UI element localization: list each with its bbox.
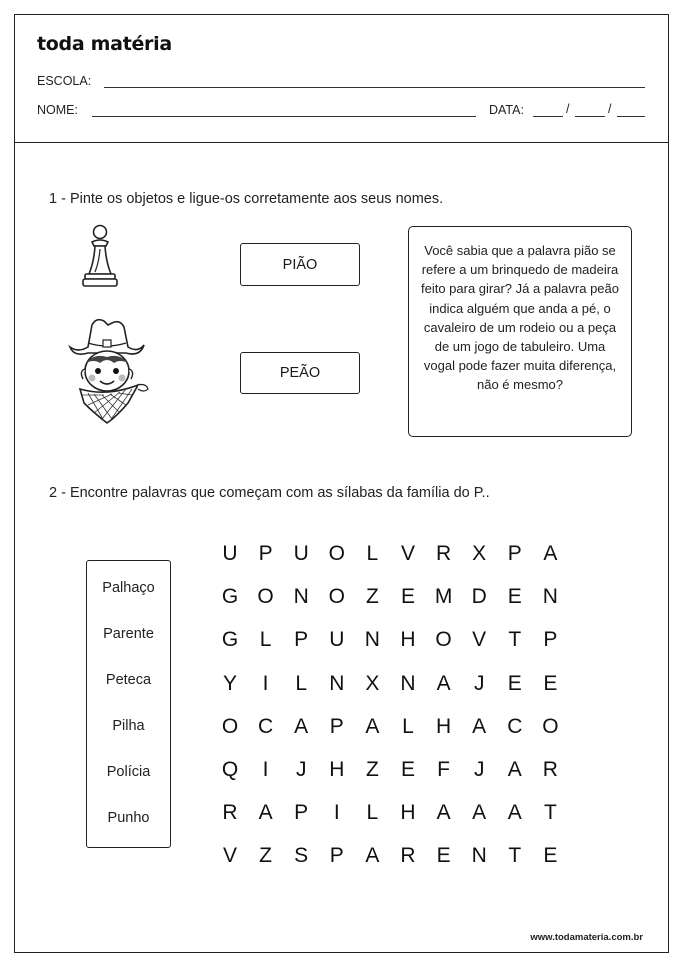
grid-letter[interactable]: R	[222, 801, 238, 825]
grid-letter[interactable]: N	[329, 671, 345, 695]
grid-letter[interactable]: A	[294, 714, 309, 738]
grid-letter[interactable]: O	[435, 628, 452, 652]
grid-letter[interactable]: P	[294, 628, 309, 652]
grid-letter[interactable]: G	[221, 628, 239, 652]
grid-letter[interactable]: C	[507, 714, 523, 738]
grid-letter[interactable]: J	[473, 758, 485, 781]
name-line[interactable]	[92, 116, 476, 117]
grid-letter[interactable]: O	[257, 585, 274, 609]
footer-url: www.todamateria.com.br	[530, 932, 643, 943]
grid-letter[interactable]: O	[221, 714, 239, 738]
grid-letter[interactable]: L	[366, 542, 379, 565]
grid-letter[interactable]: P	[543, 628, 558, 652]
grid-letter[interactable]: H	[329, 758, 345, 781]
grid-letter[interactable]: Q	[221, 758, 239, 781]
date-separator: /	[608, 102, 612, 116]
grid-letter[interactable]: N	[400, 671, 416, 695]
grid-letter[interactable]: E	[507, 585, 522, 609]
grid-letter[interactable]: A	[507, 758, 522, 781]
date-day-line[interactable]	[533, 116, 563, 117]
grid-letter[interactable]: P	[329, 844, 344, 868]
grid-letter[interactable]: N	[542, 585, 558, 609]
header-divider	[14, 142, 669, 143]
grid-letter[interactable]: E	[400, 758, 415, 781]
question-2-prompt: 2 - Encontre palavras que começam com as sílabas da família do P..	[49, 485, 490, 501]
grid-letter[interactable]: Z	[365, 758, 379, 781]
list-item: Polícia	[106, 764, 151, 780]
grid-letter[interactable]: X	[472, 542, 487, 565]
date-label: DATA:	[489, 103, 524, 117]
name-label: NOME:	[37, 103, 78, 117]
grid-letter[interactable]: A	[365, 714, 380, 738]
school-label: ESCOLA:	[37, 74, 92, 88]
grid-letter[interactable]: A	[507, 801, 522, 825]
grid-letter[interactable]: A	[436, 671, 451, 695]
question-1-prompt: 1 - Pinte os objetos e ligue-os corretamente aos seus nomes.	[49, 191, 444, 207]
grid-letter[interactable]: U	[329, 628, 345, 652]
grid-letter[interactable]: A	[258, 801, 273, 825]
school-line[interactable]	[104, 87, 645, 88]
grid-letter[interactable]: H	[436, 714, 452, 738]
grid-letter[interactable]: Y	[222, 671, 237, 695]
grid-letter[interactable]: S	[294, 844, 309, 868]
info-box: Você sabia que a palavra pião se refere a um brinquedo de madeira feito para girar? Já a palavra peão indica alguém que anda a pé, o cavaleiro de um rodeio ou a peça de um jogo de tabuleiro. Uma vogal pode fazer muita diferença, não é mesmo?	[408, 226, 632, 437]
grid-letter[interactable]: E	[400, 585, 415, 609]
grid-letter[interactable]: H	[400, 628, 416, 652]
word-list	[86, 560, 171, 848]
date-separator: /	[566, 102, 570, 116]
list-item: Pilha	[112, 718, 145, 734]
word-box-piao[interactable]: PIÃO	[240, 243, 360, 286]
grid-letter[interactable]: I	[262, 671, 269, 695]
list-item: Parente	[103, 626, 154, 642]
grid-letter[interactable]: N	[471, 844, 487, 868]
cowboy-boy-icon	[64, 313, 150, 425]
grid-letter[interactable]: Z	[259, 844, 272, 868]
grid-letter[interactable]: L	[402, 714, 414, 738]
grid-letter[interactable]: L	[366, 801, 379, 825]
grid-letter[interactable]: E	[436, 844, 451, 868]
grid-letter[interactable]: A	[472, 801, 487, 825]
grid-letter[interactable]: X	[365, 671, 380, 695]
grid-letter[interactable]: N	[293, 585, 309, 609]
grid-letter[interactable]: E	[543, 671, 558, 695]
grid-letter[interactable]: D	[471, 585, 487, 609]
list-item: Palhaço	[102, 580, 155, 596]
grid-letter[interactable]: Z	[365, 585, 379, 609]
grid-letter[interactable]: I	[262, 758, 269, 781]
grid-letter[interactable]: J	[295, 758, 307, 781]
grid-letter[interactable]: T	[508, 628, 522, 652]
grid-letter[interactable]: C	[258, 714, 274, 738]
grid-letter[interactable]: A	[543, 542, 558, 565]
grid-letter[interactable]: R	[542, 758, 558, 781]
grid-letter[interactable]: V	[400, 542, 415, 565]
grid-letter[interactable]: E	[507, 671, 522, 695]
grid-letter[interactable]: P	[507, 542, 522, 565]
grid-letter[interactable]: I	[333, 801, 340, 825]
grid-letter[interactable]: P	[258, 542, 273, 565]
grid-letter[interactable]: V	[222, 844, 237, 868]
grid-letter[interactable]: J	[473, 671, 485, 695]
list-item: Punho	[107, 810, 150, 826]
grid-letter[interactable]: T	[543, 801, 557, 825]
grid-letter[interactable]: P	[329, 714, 344, 738]
date-month-line[interactable]	[575, 116, 605, 117]
grid-letter[interactable]: A	[436, 801, 451, 825]
grid-letter[interactable]: H	[400, 801, 416, 825]
grid-letter[interactable]: M	[434, 585, 453, 609]
brand-logo: toda matéria	[37, 33, 172, 55]
grid-letter[interactable]: N	[364, 628, 380, 652]
grid-letter[interactable]: L	[295, 671, 308, 695]
grid-letter[interactable]: O	[542, 714, 559, 738]
grid-letter[interactable]: F	[437, 758, 450, 781]
grid-letter[interactable]: U	[222, 542, 238, 565]
grid-letter[interactable]: V	[472, 628, 487, 652]
date-year-line[interactable]	[617, 116, 645, 117]
grid-letter[interactable]: L	[259, 628, 272, 652]
grid-letter[interactable]: O	[328, 542, 345, 565]
grid-letter[interactable]: G	[221, 585, 239, 609]
grid-letter[interactable]: A	[472, 714, 487, 738]
grid-letter[interactable]: A	[365, 844, 380, 868]
word-box-peao[interactable]: PEÃO	[240, 352, 360, 394]
grid-letter[interactable]: P	[294, 801, 309, 825]
grid-letter[interactable]: R	[436, 542, 452, 565]
grid-letter[interactable]: R	[400, 844, 416, 868]
grid-letter[interactable]: E	[543, 844, 558, 868]
chess-pawn-icon	[78, 222, 122, 290]
grid-letter[interactable]: O	[328, 585, 345, 609]
grid-letter[interactable]: U	[293, 542, 309, 565]
list-item: Peteca	[105, 672, 152, 688]
grid-letter[interactable]: T	[508, 844, 522, 868]
